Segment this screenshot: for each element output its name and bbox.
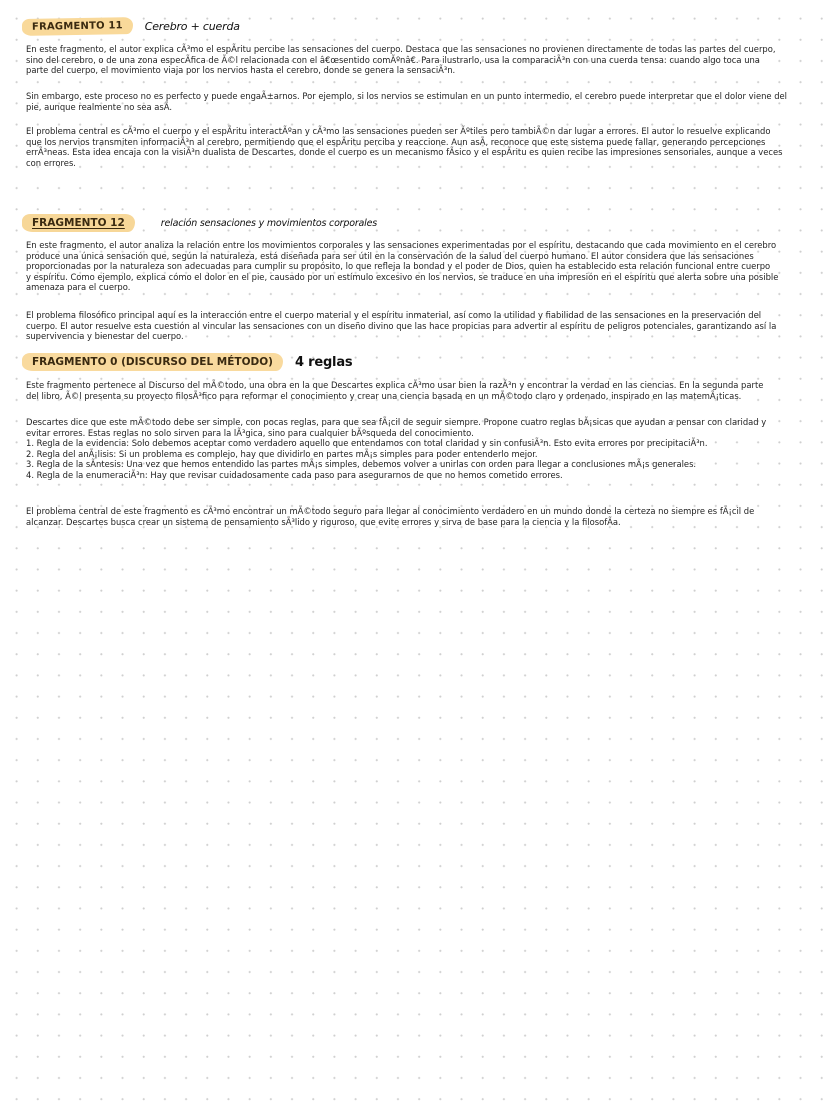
fragment-12-annotation: relación sensaciones y movimientos corporales [160,217,377,229]
text-line: que los nervios transmiten informaciÃ³n al cerebro, permitiendo que el espÃritu perciba y reaccione. Aun asÃ, reconoce que este sistema puede fallar, generando percepciones [26,136,766,147]
text-line: parte del cuerpo, el movimiento viaja por los nervios hasta el cerebro, donde se genera la sensaciÃ³n. [26,65,456,76]
fragment-0-title: FRAGMENTO 0 (DISCURSO DEL MÉTODO) [22,353,283,371]
text-line: produce una única sensación que, según la naturaleza, está diseñada para ser útil en la conservación de la salud del cuerpo humano. El autor considera que las sensaciones [26,250,754,261]
text-line: con errores. [26,157,76,168]
fragment-12-paragraph-2 [26,310,808,342]
text-line: Sin embargo, este proceso no es perfecto y puede engaÃ±arnos. Por ejemplo, si los nervios se estimulan en un punto intermedio, el cerebro puede interpretar que el dolor viene del [26,91,788,101]
text-line: evitar errores. Estas reglas no solo sirven para la lÃ³gica, sino para cualquier bÃºsqueda del conocimiento. [26,427,474,438]
text-line: pie, aunque realmente no sea asÃ. [26,101,173,112]
text-line: cuerpo. El autor resuelve esta cuestión al vincular las sensaciones con un diseño divino que las hace propicias para advertir al espíritu de peligros potenciales, garantizando así la [26,320,777,331]
rule-3: 3. Regla de la sÃntesis: Una vez que hemos entendido las partes mÃ¡s simples, debemos volver a unirlas con orden para llegar a conclusiones mÃ¡s generales. [26,459,697,470]
fragment-12-paragraph-1 [26,240,808,293]
text-line: amenaza para el cuerpo. [26,282,131,293]
text-line: El problema filosófico principal aquí es la interacción entre el cuerpo material y el espíritu inmaterial, así como la utilidad y fiabilidad de las sensaciones en la preservación del [26,310,762,320]
fragment-0-paragraph-2 [26,417,808,481]
fragment-0-paragraph-3 [26,506,808,527]
rule-1: 1. Regla de la evidencia: Solo debemos aceptar como verdadero aquello que entendamos con total claridad y sin confusiÃ³n. Esto evita errores por precipitaciÃ³n. [26,438,708,449]
fragment-12-heading [22,211,377,235]
fragment-11-paragraph-2 [26,91,808,112]
fragment-0-heading [22,350,352,374]
fragment-11-paragraph-1 [26,44,808,76]
text-line: alcanzar. Descartes busca crear un sistema de pensamiento sÃ³lido y riguroso, que evite errores y sirva de base para la ciencia y la filosofÃa. [26,516,621,527]
text-line: del libro, Ã©l presenta su proyecto filosÃ³fico para reformar el conocimiento y crear una ciencia basada en un mÃ©todo claro y ordenado, inspirado en las matemÃ¡ticas. [26,390,742,401]
fragment-11-paragraph-3 [26,126,808,168]
fragment-0-paragraph-1 [26,380,808,401]
rule-2: 2. Regla del anÃ¡lisis: Si un problema es complejo, hay que dividirlo en partes mÃ¡s simples para poder entenderlo mejor. [26,448,538,459]
rule-4: 4. Regla de la enumeraciÃ³n: Hay que revisar cuidadosamente cada paso para asegurarnos de que no hemos cometido errores. [26,469,563,480]
text-line: y espíritu. Como ejemplo, explica cómo el dolor en el pie, causado por un estímulo excesivo en los nervios, se traduce en una impresión en el espíritu que alerta sobre una posible [26,271,779,282]
fragment-0-annotation: 4 reglas [294,354,353,370]
text-line: proporcionadas por la naturaleza son adecuadas para cumplir su propósito, lo que refleja la bondad y el poder de Dios, quien ha establecido esta relación funcional entre cuerpo [26,261,771,272]
fragment-12-title: FRAGMENTO 12 [22,214,135,232]
text-line: supervivencia y bienestar del cuerpo. [26,331,184,342]
text-line: Descartes dice que este mÃ©todo debe ser simple, con pocas reglas, para que sea fÃ¡cil de seguir siempre. Propone cuatro reglas bÃ¡sicas que ayudan a pensar con claridad y [26,417,767,427]
text-line: En este fragmento, el autor analiza la relación entre los movimientos corporales y las sensaciones experimentadas por el espíritu, destacando que cada movimiento en el cerebro [26,240,777,250]
text-line: Este fragmento pertenece al Discurso del mÃ©todo, una obra en la que Descartes explica cÃ³mo usar bien la razÃ³n y encontrar la verdad en las ciencias. En la segunda parte [26,380,764,390]
text-line: En este fragmento, el autor explica cÃ³mo el espÃritu percibe las sensaciones del cuerpo. Destaca que las sensaciones no provienen directamente de todas las partes del cuerpo, [26,44,776,54]
text-line: sino del cerebro, o de una zona especÃfica de Ã©l relacionada con el â€œsentido comÃºnâ€. Para ilustrarlo, usa la comparaciÃ³n con una cuerda tensa: cuando algo toca una [26,54,760,65]
fragment-11-heading [22,14,240,38]
fragment-11-title: FRAGMENTO 11 [22,17,133,36]
text-line: El problema central de este fragmento es cÃ³mo encontrar un mÃ©todo seguro para llegar al conocimiento verdadero en un mundo donde la certeza no siempre es fÃ¡cil de [26,506,755,516]
text-line: El problema central es cÃ³mo el cuerpo y el espÃritu interactÃºan y cÃ³mo las sensaciones pueden ser Ãºtiles pero tambiÃ©n dar lugar a errores. El autor lo resuelve explicando [26,126,771,136]
text-line: errÃ³neas. Esta idea encaja con la visiÃ³n dualista de Descartes, donde el cuerpo es un mecanismo fÃsico y el espÃritu es quien recibe las impresiones sensoriales, aunque a veces [26,147,783,158]
fragment-11-annotation: Cerebro + cuerda [144,19,240,33]
